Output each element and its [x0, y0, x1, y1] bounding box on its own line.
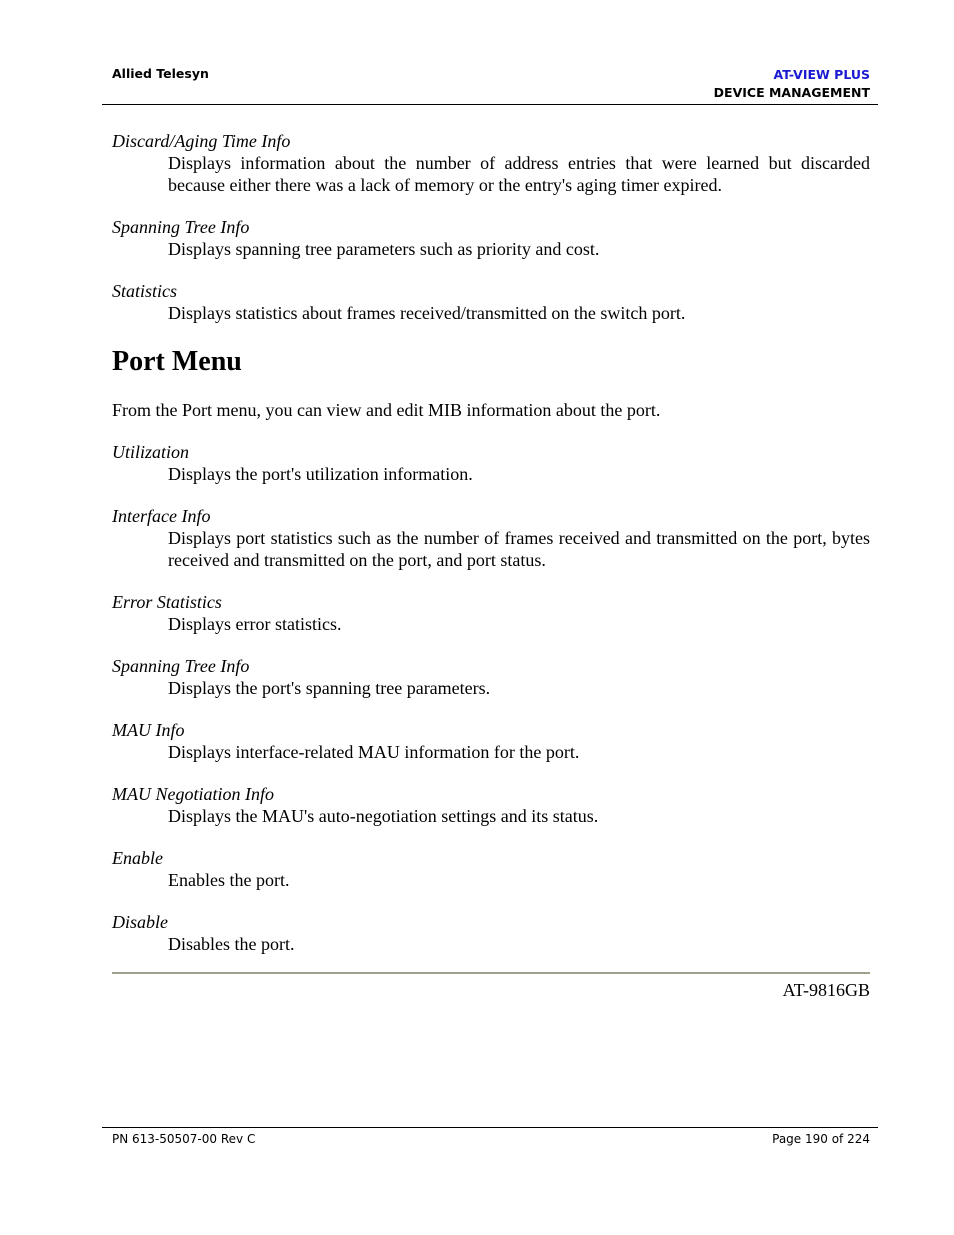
definition-list-port — [112, 441, 870, 955]
footer-rule — [102, 1127, 878, 1128]
company-name: Allied Telesyn — [112, 66, 209, 81]
desc-statistics: Displays statistics about frames received/transmitted on the switch port. — [168, 303, 686, 323]
term-discard-aging: Discard/Aging Time Info — [112, 131, 291, 151]
part-number: PN 613-50507-00 Rev C — [112, 1132, 256, 1146]
header-right — [714, 66, 870, 102]
term-enable: Enable — [112, 848, 163, 868]
desc-mau-negotiation: Displays the MAU's auto-negotiation settings and its status. — [168, 806, 599, 826]
section-intro: From the Port menu, you can view and edit MIB information about the port. — [112, 400, 661, 420]
term-mau-negotiation: MAU Negotiation Info — [112, 784, 274, 804]
term-disable: Disable — [112, 912, 168, 932]
term-statistics: Statistics — [112, 281, 178, 301]
desc-discard-aging: Displays information about the number of address entries that were learned but discarded because either there was a lack of memory or the entry's aging timer expired. — [168, 153, 870, 195]
header-rule — [102, 104, 878, 105]
term-port-spanning-tree: Spanning Tree Info — [112, 656, 250, 676]
desc-utilization: Displays the port's utilization information. — [168, 464, 473, 484]
term-utilization: Utilization — [112, 442, 190, 462]
desc-spanning-tree: Displays spanning tree parameters such as priority and cost. — [168, 239, 600, 259]
model-number: AT-9816GB — [782, 980, 870, 1000]
desc-interface-info: Displays port statistics such as the number of frames received and transmitted on the port, bytes received and transmitted on the port, and port status. — [168, 528, 870, 570]
section-heading: Port Menu — [112, 346, 242, 377]
model-rule — [112, 972, 870, 974]
desc-port-spanning-tree: Displays the port's spanning tree parameters. — [168, 678, 491, 698]
desc-enable: Enables the port. — [168, 870, 290, 890]
term-error-statistics: Error Statistics — [112, 592, 222, 612]
desc-disable: Disables the port. — [168, 934, 295, 954]
term-interface-info: Interface Info — [112, 506, 211, 526]
page-number: Page 190 of 224 — [772, 1132, 870, 1146]
section-name: DEVICE MANAGEMENT — [713, 85, 870, 100]
page-content — [112, 130, 870, 955]
term-mau-info: MAU Info — [112, 720, 185, 740]
desc-mau-info: Displays interface-related MAU information for the port. — [168, 742, 580, 762]
product-name: AT-VIEW PLUS — [773, 67, 870, 82]
definition-list-top — [112, 130, 870, 324]
term-spanning-tree: Spanning Tree Info — [112, 217, 250, 237]
desc-error-statistics: Displays error statistics. — [168, 614, 342, 634]
